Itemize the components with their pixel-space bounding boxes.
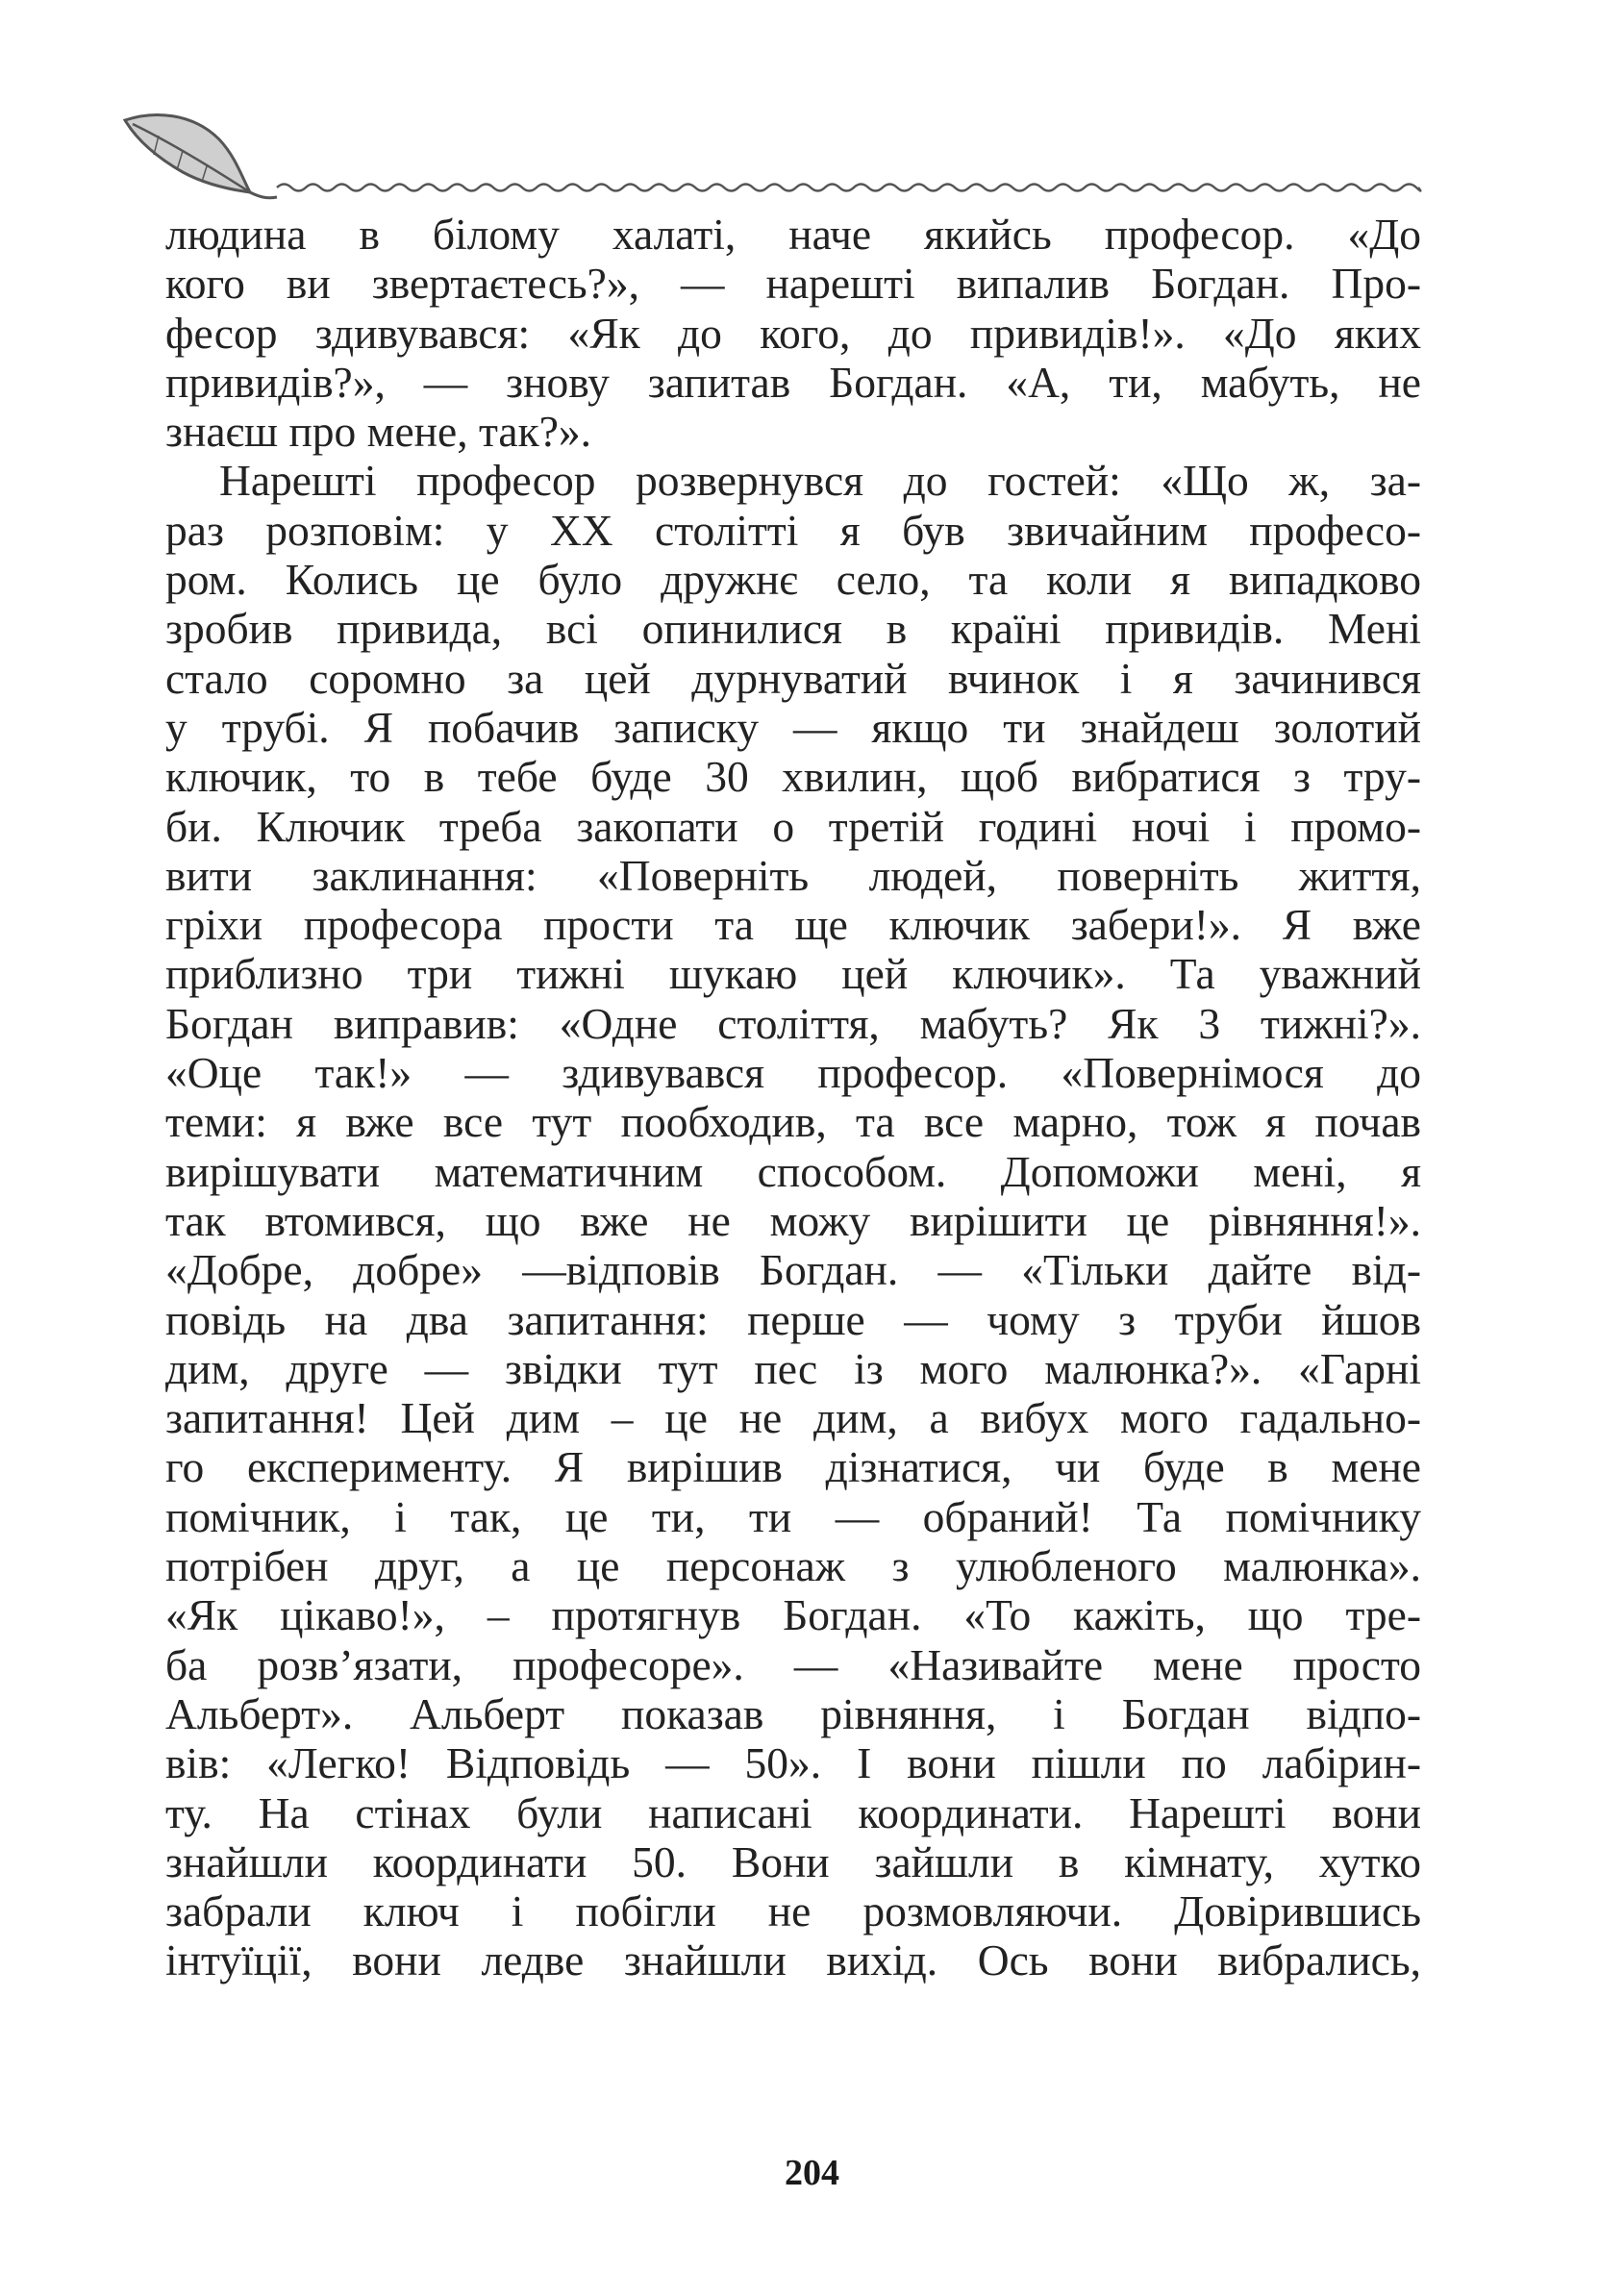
text-line: кого ви звертаєтесь?», — нарешті випалив Богдан. Про- bbox=[165, 259, 1421, 309]
page-number: 204 bbox=[785, 2153, 839, 2193]
text-line: приблизно три тижні шукаю цей ключик». Та уважний bbox=[165, 949, 1421, 999]
text-line: потрібен друг, а це персонаж з улюбленого малюнка». bbox=[165, 1541, 1421, 1591]
text-line: ром. Колись це було дружнє село, та коли я випадково bbox=[165, 555, 1421, 605]
text-line: помічник, і так, це ти, ти — обраний! Та помічнику bbox=[165, 1491, 1421, 1541]
text-line: інтуїції, вони ледве знайшли вихід. Ось вони вибрались, bbox=[165, 1935, 1421, 1985]
text-line: стало соромно за цей дурнуватий вчинок і я зачинився bbox=[165, 653, 1421, 703]
text-line: людина в білому халаті, наче якийсь професор. «До bbox=[165, 210, 1421, 259]
body-text bbox=[165, 210, 1421, 1985]
text-line: би. Ключик треба закопати о третій годині ночі і промо- bbox=[165, 801, 1421, 851]
paragraph bbox=[165, 456, 1421, 1985]
text-line: вирішувати математичним способом. Допоможи мені, я bbox=[165, 1146, 1421, 1196]
text-line: раз розповім: у XX столітті я був звичайним професо- bbox=[165, 505, 1421, 555]
text-line: «Добре, добре» —відповів Богдан. — «Тільки дайте від- bbox=[165, 1245, 1421, 1295]
text-line: так втомився, що вже не можу вирішити це рівняння!». bbox=[165, 1195, 1421, 1245]
text-line: повідь на два запитання: перше — чому з труби йшов bbox=[165, 1294, 1421, 1344]
text-line: забрали ключ і побігли не розмовляючи. Довірившись bbox=[165, 1886, 1421, 1936]
text-line: теми: я вже все тут пообходив, та все марно, тож я почав bbox=[165, 1097, 1421, 1147]
text-line: дим, друге — звідки тут пес із мого малюнка?». «Гарні bbox=[165, 1343, 1421, 1393]
wave-divider bbox=[277, 185, 1420, 191]
text-line: ключик, то в тебе буде 30 хвилин, щоб вибратися з тру- bbox=[165, 752, 1421, 802]
text-line: ба розв’язати, професоре». — «Називайте мене просто bbox=[165, 1639, 1421, 1689]
text-line: Богдан виправив: «Одне століття, мабуть? Як 3 тижні?». bbox=[165, 998, 1421, 1048]
text-line: Нарешті професор розвернувся до гостей: «Що ж, за- bbox=[219, 456, 1421, 506]
text-line: го експерименту. Я вирішив дізнатися, чи буде в мене bbox=[165, 1442, 1421, 1492]
text-line: фесор здивувався: «Як до кого, до привидів!». «До яких bbox=[165, 308, 1421, 358]
text-line: знаєш про мене, так?». bbox=[165, 407, 592, 457]
text-line: ту. На стінах були написані координати. Нарешті вони bbox=[165, 1787, 1421, 1837]
text-line: привидів?», — знову запитав Богдан. «А, ти, мабуть, не bbox=[165, 357, 1421, 407]
paragraph bbox=[165, 210, 1421, 456]
header-ornament bbox=[115, 101, 1433, 207]
leaf-quill-icon bbox=[125, 115, 277, 198]
text-line: «Оце так!» — здивувався професор. «Повернімося до bbox=[165, 1048, 1421, 1098]
text-line: вів: «Легко! Відповідь — 50». І вони пішли по лабірин- bbox=[165, 1738, 1421, 1788]
text-line: «Як цікаво!», – протягнув Богдан. «То кажіть, що тре- bbox=[165, 1590, 1421, 1640]
text-line: зробив привида, всі опинилися в країні привидів. Мені bbox=[165, 604, 1421, 654]
text-line: гріхи професора прости та ще ключик забери!». Я вже bbox=[165, 900, 1421, 950]
text-line: у трубі. Я побачив записку — якщо ти знайдеш золотий bbox=[165, 702, 1421, 752]
text-line: знайшли координати 50. Вони зайшли в кімнату, хутко bbox=[165, 1836, 1421, 1886]
text-line: Альберт». Альберт показав рівняння, і Богдан відпо- bbox=[165, 1688, 1421, 1738]
text-line: запитання! Цей дим – це не дим, а вибух мого гадально- bbox=[165, 1393, 1421, 1443]
text-line: вити заклинання: «Поверніть людей, поверніть життя, bbox=[165, 850, 1421, 900]
